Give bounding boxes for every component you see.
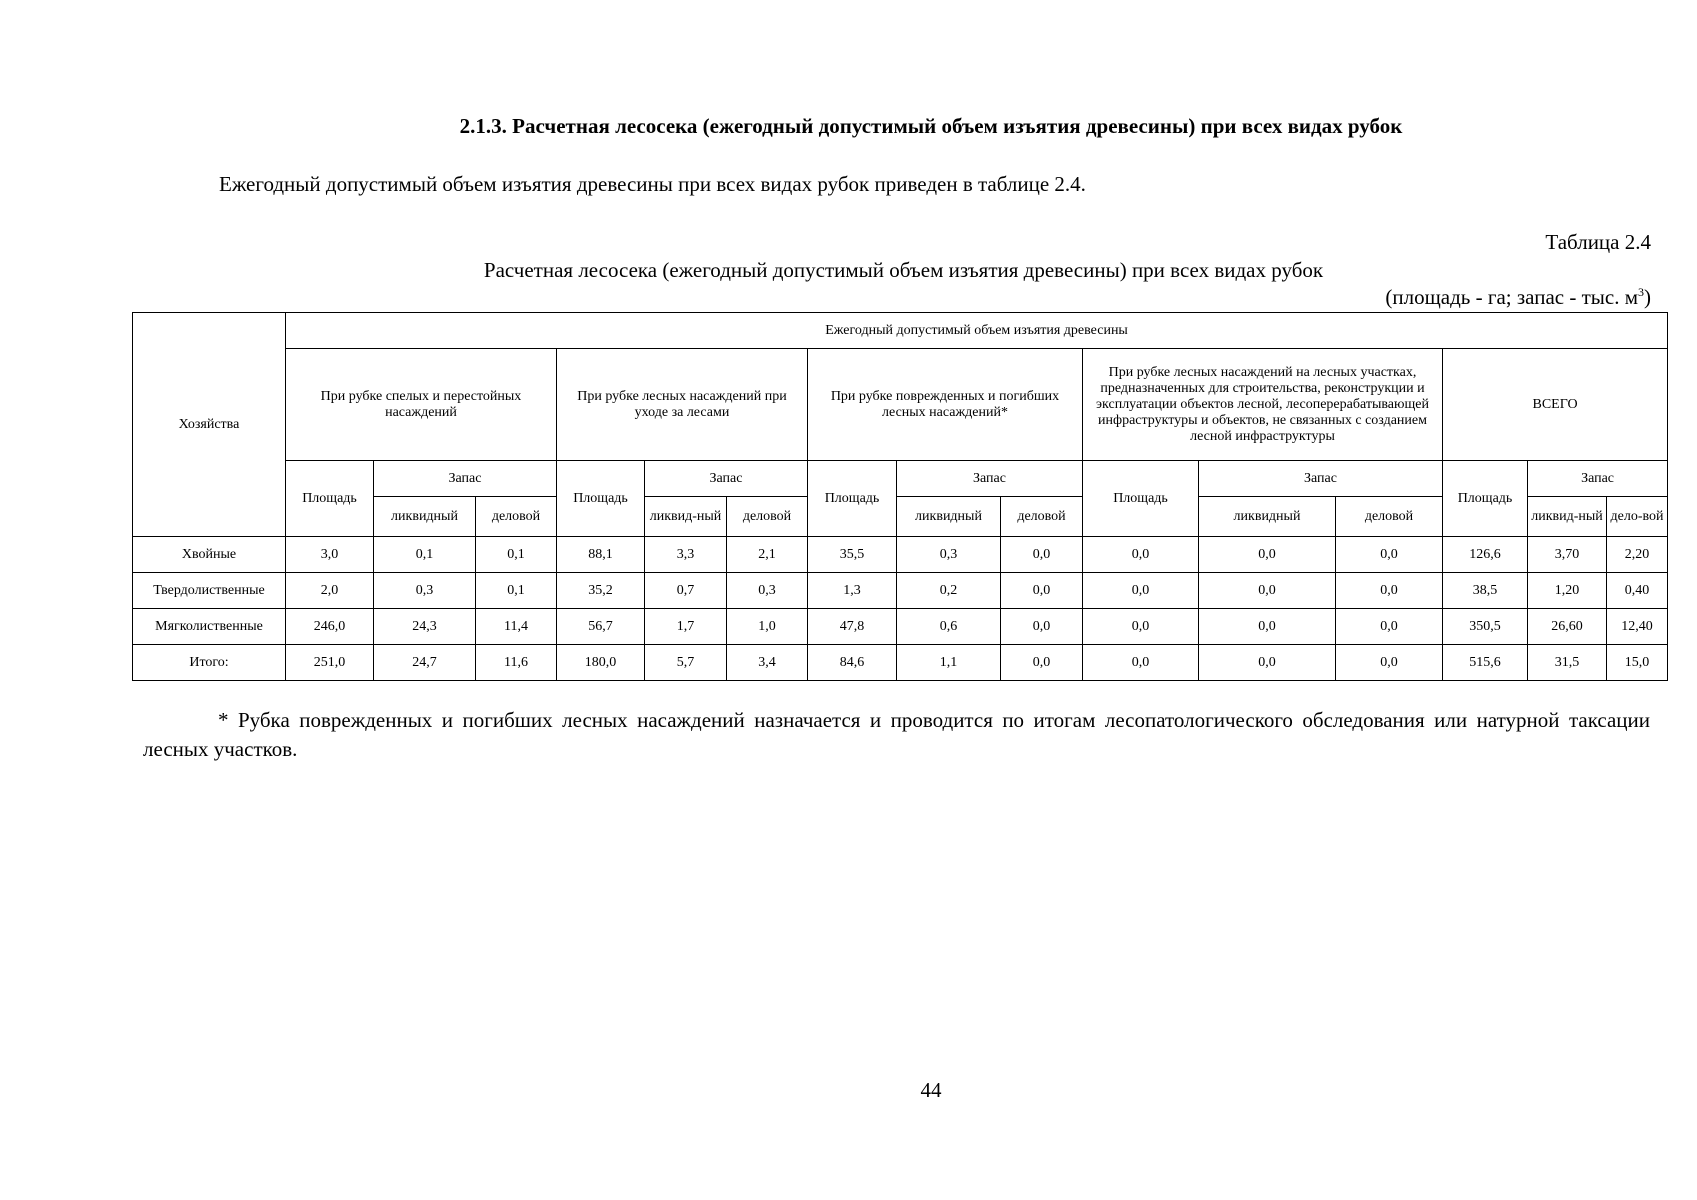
table-cell: 0,0 bbox=[1083, 573, 1199, 609]
table-cell: 88,1 bbox=[557, 537, 645, 573]
table-cell: 0,0 bbox=[1001, 645, 1083, 681]
table-cell: 11,4 bbox=[476, 609, 557, 645]
table-cell: 1,0 bbox=[727, 609, 808, 645]
table-cell: 15,0 bbox=[1607, 645, 1668, 681]
units-note bbox=[1385, 285, 1651, 310]
header-area: Площадь bbox=[1083, 461, 1199, 537]
header-farms: Хозяйства bbox=[133, 313, 286, 537]
header-business: деловой bbox=[476, 497, 557, 537]
table-cell: 0,1 bbox=[374, 537, 476, 573]
row-label: Итого: bbox=[133, 645, 286, 681]
units-note-close: ) bbox=[1644, 285, 1651, 309]
table-cell: 2,0 bbox=[286, 573, 374, 609]
table-cell: 12,40 bbox=[1607, 609, 1668, 645]
table-row bbox=[133, 609, 1668, 645]
row-label: Хвойные bbox=[133, 537, 286, 573]
allowable-cut-table bbox=[132, 312, 1668, 681]
table-cell: 0,7 bbox=[645, 573, 727, 609]
header-area: Площадь bbox=[1443, 461, 1528, 537]
table-cell: 0,0 bbox=[1199, 609, 1336, 645]
header-liquid: ликвид-ный bbox=[1528, 497, 1607, 537]
header-annual-volume: Ежегодный допустимый объем изъятия древесины bbox=[286, 313, 1668, 349]
table-cell: 24,3 bbox=[374, 609, 476, 645]
table-cell: 11,6 bbox=[476, 645, 557, 681]
table-cell: 2,1 bbox=[727, 537, 808, 573]
table-cell: 0,0 bbox=[1336, 609, 1443, 645]
header-liquid: ликвидный bbox=[1199, 497, 1336, 537]
row-label: Твердолиственные bbox=[133, 573, 286, 609]
table-cell: 0,2 bbox=[897, 573, 1001, 609]
header-liquid: ликвид-ный bbox=[645, 497, 727, 537]
table-cell: 0,3 bbox=[374, 573, 476, 609]
header-stock: Запас bbox=[374, 461, 557, 497]
header-stock: Запас bbox=[1528, 461, 1668, 497]
header-group-infrastructure: При рубке лесных насаждений на лесных участках, предназначенных для строительства, реконструкции и эксплуатации объектов лесной, лесоперерабатывающей инфраструктуры и объектов, не связанных с созданием лесной инфраструктуры bbox=[1083, 349, 1443, 461]
table-cell: 1,7 bbox=[645, 609, 727, 645]
header-stock: Запас bbox=[645, 461, 808, 497]
table-cell: 1,3 bbox=[808, 573, 897, 609]
units-note-superscript: 3 bbox=[1638, 285, 1644, 299]
table-cell: 0,6 bbox=[897, 609, 1001, 645]
table-cell: 2,20 bbox=[1607, 537, 1668, 573]
section-heading: 2.1.3. Расчетная лесосека (ежегодный допустимый объем изъятия древесины) при всех видах рубок bbox=[459, 114, 1403, 138]
header-group-total: ВСЕГО bbox=[1443, 349, 1668, 461]
table-row bbox=[133, 573, 1668, 609]
table-cell: 31,5 bbox=[1528, 645, 1607, 681]
table-cell: 0,0 bbox=[1336, 573, 1443, 609]
header-group-mature: При рубке спелых и перестойных насаждений bbox=[286, 349, 557, 461]
table-cell: 0,0 bbox=[1199, 573, 1336, 609]
header-stock: Запас bbox=[897, 461, 1083, 497]
intro-paragraph: Ежегодный допустимый объем изъятия древесины при всех видах рубок приведен в таблице 2.4. bbox=[219, 172, 1086, 196]
table-row bbox=[133, 645, 1668, 681]
table-cell: 1,20 bbox=[1528, 573, 1607, 609]
header-liquid: ликвидный bbox=[897, 497, 1001, 537]
table-cell: 3,3 bbox=[645, 537, 727, 573]
table-cell: 0,3 bbox=[727, 573, 808, 609]
table-cell: 246,0 bbox=[286, 609, 374, 645]
table-cell: 0,1 bbox=[476, 537, 557, 573]
table-cell: 1,1 bbox=[897, 645, 1001, 681]
header-area: Площадь bbox=[557, 461, 645, 537]
table-label: Таблица 2.4 bbox=[1545, 230, 1651, 254]
header-stock: Запас bbox=[1199, 461, 1443, 497]
table-cell: 0,0 bbox=[1336, 537, 1443, 573]
header-group-damaged: При рубке поврежденных и погибших лесных насаждений* bbox=[808, 349, 1083, 461]
table-cell: 0,0 bbox=[1336, 645, 1443, 681]
header-business: дело-вой bbox=[1607, 497, 1668, 537]
table-cell: 0,0 bbox=[1001, 609, 1083, 645]
table-cell: 515,6 bbox=[1443, 645, 1528, 681]
table-cell: 56,7 bbox=[557, 609, 645, 645]
table-cell: 0,0 bbox=[1083, 609, 1199, 645]
table-cell: 0,0 bbox=[1083, 645, 1199, 681]
table-cell: 26,60 bbox=[1528, 609, 1607, 645]
header-area: Площадь bbox=[808, 461, 897, 537]
table-cell: 47,8 bbox=[808, 609, 897, 645]
table-cell: 350,5 bbox=[1443, 609, 1528, 645]
table-row bbox=[133, 537, 1668, 573]
table-cell: 180,0 bbox=[557, 645, 645, 681]
table-title: Расчетная лесосека (ежегодный допустимый объем изъятия древесины) при всех видах рубок bbox=[483, 258, 1324, 282]
footnote: * Рубка поврежденных и погибших лесных насаждений назначается и проводится по итогам лесопатологического обследования или натурной таксации лесных участков. bbox=[143, 708, 1650, 761]
table-cell: 3,70 bbox=[1528, 537, 1607, 573]
header-business: деловой bbox=[1336, 497, 1443, 537]
table-cell: 35,2 bbox=[557, 573, 645, 609]
row-label: Мягколиственные bbox=[133, 609, 286, 645]
table-cell: 0,0 bbox=[1001, 537, 1083, 573]
table-cell: 0,0 bbox=[1083, 537, 1199, 573]
table-cell: 0,1 bbox=[476, 573, 557, 609]
table-cell: 3,4 bbox=[727, 645, 808, 681]
table-cell: 84,6 bbox=[808, 645, 897, 681]
table-cell: 24,7 bbox=[374, 645, 476, 681]
table-cell: 126,6 bbox=[1443, 537, 1528, 573]
page-number: 44 bbox=[920, 1078, 942, 1102]
header-business: деловой bbox=[727, 497, 808, 537]
table-cell: 0,0 bbox=[1001, 573, 1083, 609]
table-body bbox=[133, 537, 1668, 681]
table-cell: 0,0 bbox=[1199, 537, 1336, 573]
header-liquid: ликвидный bbox=[374, 497, 476, 537]
table-cell: 3,0 bbox=[286, 537, 374, 573]
table-cell: 38,5 bbox=[1443, 573, 1528, 609]
table-cell: 251,0 bbox=[286, 645, 374, 681]
header-business: деловой bbox=[1001, 497, 1083, 537]
table-cell: 35,5 bbox=[808, 537, 897, 573]
table-cell: 0,0 bbox=[1199, 645, 1336, 681]
units-note-text: (площадь - га; запас - тыс. м bbox=[1385, 285, 1638, 309]
table-cell: 0,3 bbox=[897, 537, 1001, 573]
header-group-thinning: При рубке лесных насаждений при уходе за лесами bbox=[557, 349, 808, 461]
table-cell: 0,40 bbox=[1607, 573, 1668, 609]
header-area: Площадь bbox=[286, 461, 374, 537]
table-cell: 5,7 bbox=[645, 645, 727, 681]
